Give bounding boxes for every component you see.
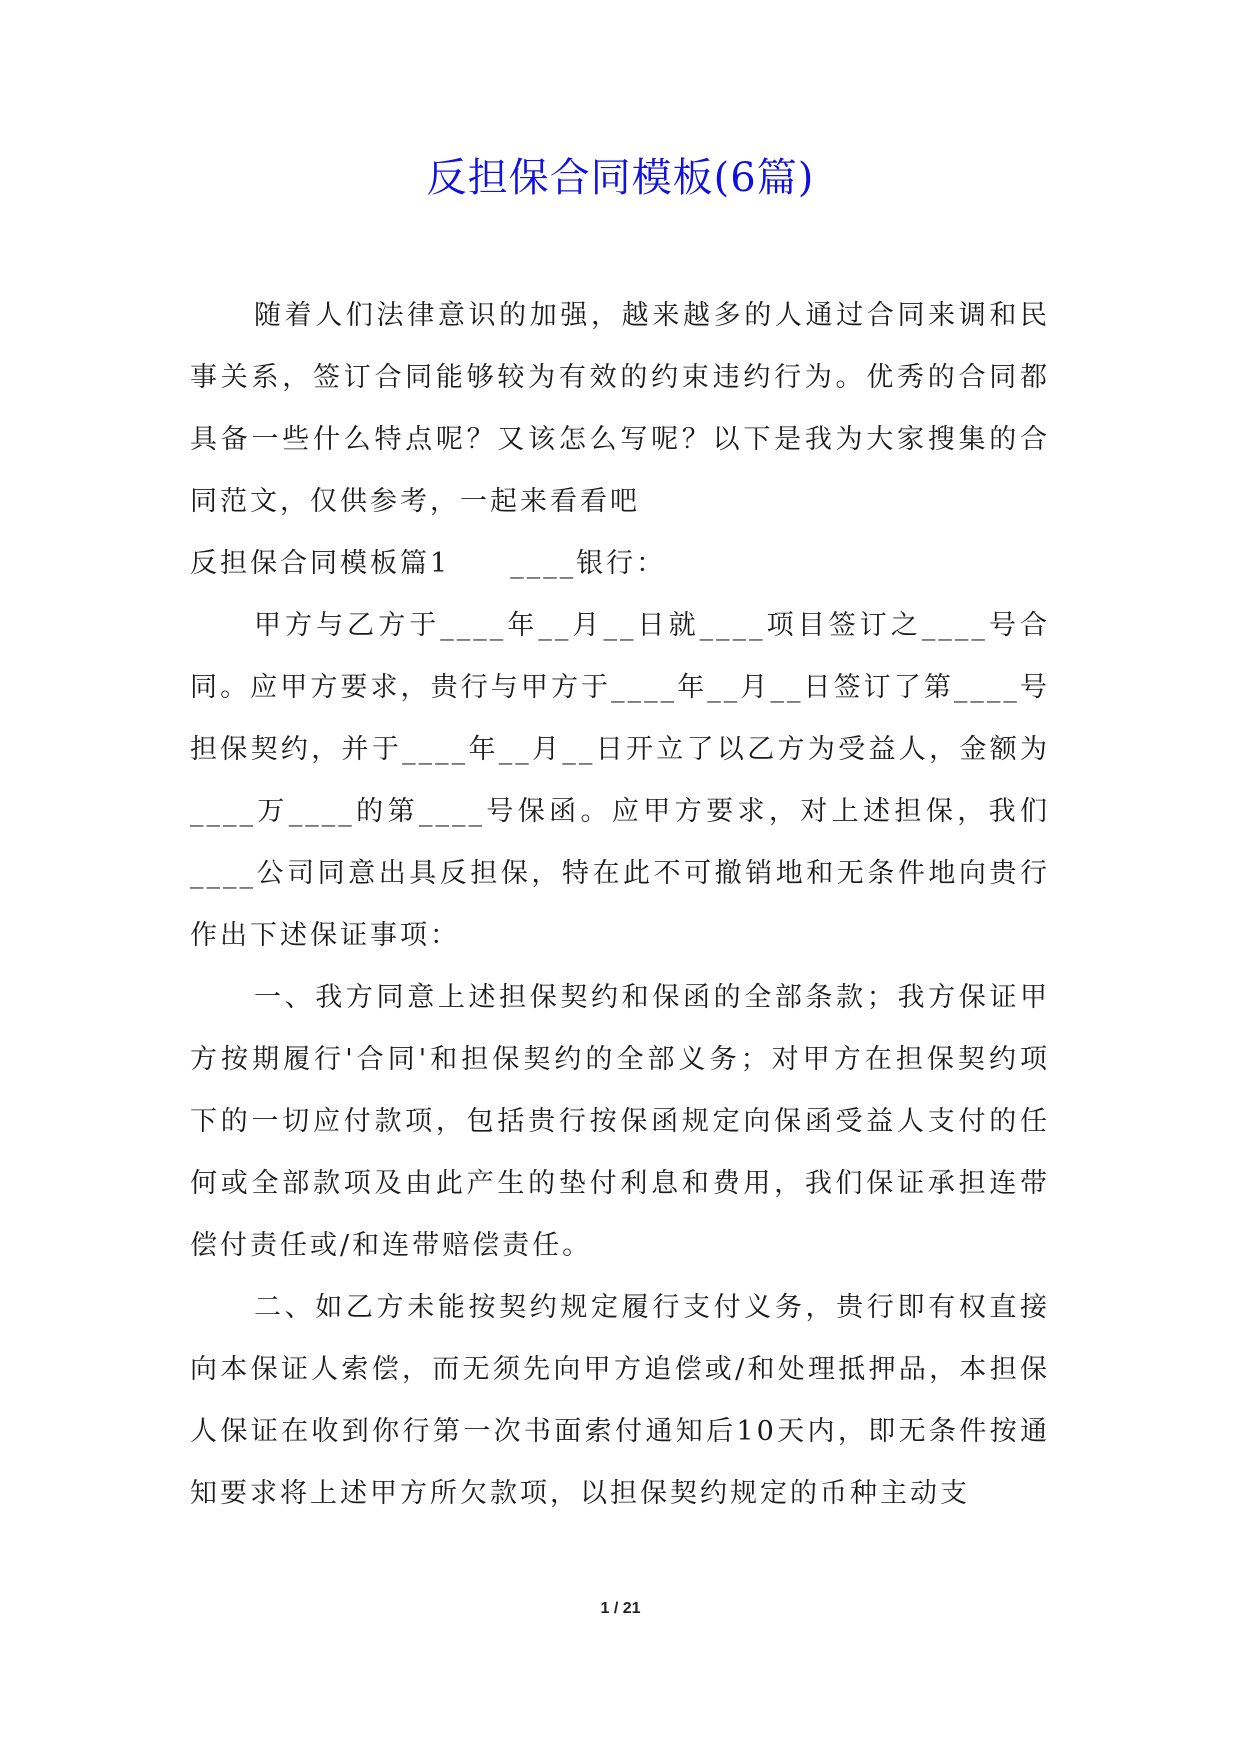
page-number: 1 / 21	[600, 1600, 641, 1617]
clause-paragraph-2: 二、如乙方未能按契约规定履行支付义务，贵行即有权直接向本保证人索偿，而无须先向甲方追偿或/和处理抵押品，本担保人保证在收到你行第一次书面索付通知后10天内，即无条件按通知要求将上述甲方所欠款项，以担保契约规定的币种主动支	[190, 1292, 1050, 1509]
document-title: 反担保合同模板(6篇)	[426, 155, 815, 201]
document-body	[190, 285, 1050, 1525]
clause-paragraph-1: 一、我方同意上述担保契约和保函的全部条款；我方保证甲方按期履行'合同'和担保契约的全部义务；对甲方在担保契约项下的一切应付款项，包括贵行按保函规定向保函受益人支付的任何或全部款项及由此产生的垫付利息和费用，我们保证承担连带偿付责任或/和连带赔偿责任。	[190, 982, 1050, 1261]
addressee: ____银行：	[510, 548, 667, 579]
section-heading-line	[190, 533, 1050, 595]
body-paragraph: 甲方与乙方于____年__月__日就____项目签订之____号合同。应甲方要求，贵行与甲方于____年__月__日签订了第____号担保契约，并于____年__月__日开立了以乙方为受益人，金额为____万____的第____号保函。应甲方要求，对上述担保，我们____公司同意出具反担保，特在此不可撤销地和无条件地向贵行作出下述保证事项：	[190, 610, 1050, 951]
intro-paragraph: 随着人们法律意识的加强，越来越多的人通过合同来调和民事关系，签订合同能够较为有效的约束违约行为。优秀的合同都具备一些什么特点呢？又该怎么写呢？以下是我为大家搜集的合同范文，仅供参考，一起来看看吧	[190, 300, 1050, 517]
section-heading: 反担保合同模板篇1	[190, 548, 451, 579]
